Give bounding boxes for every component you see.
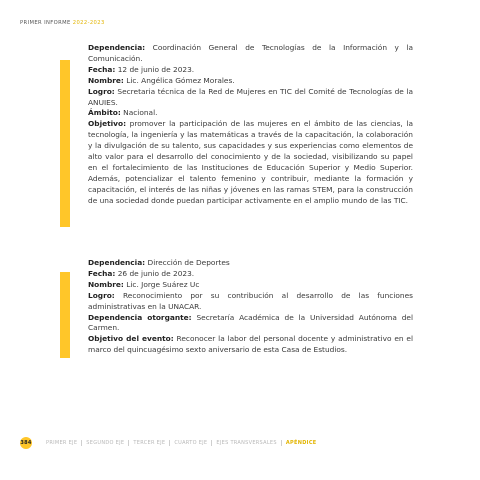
field-value: Nacional. — [123, 108, 158, 118]
field-value: Dirección de Deportes — [147, 258, 230, 267]
footer-nav-item[interactable]: TERCER EJE — [128, 440, 169, 446]
entry-block — [88, 258, 413, 356]
report-title: PRIMER INFORME — [20, 20, 71, 26]
field-value: Lic. Jorge Suárez Uc — [126, 279, 200, 289]
entry-field — [88, 280, 413, 291]
entry-accent-bar — [60, 272, 70, 358]
entry-field — [88, 258, 413, 269]
page-number-badge: 384 — [20, 437, 32, 449]
page-header — [20, 20, 105, 26]
entry-field — [88, 76, 413, 87]
field-value: 12 de junio de 2023. — [117, 64, 195, 74]
entry-field — [88, 119, 413, 206]
entry-field — [88, 269, 413, 280]
field-value: Secretaría Académica de la Universidad Autónoma del Carmen. — [88, 312, 413, 333]
entry-field — [88, 65, 413, 76]
footer-nav-item[interactable]: EJES TRANSVERSALES — [211, 440, 280, 446]
field-value: Reconocer la labor del personal docente y administrativo en el marco del quincuagésimo sexto aniversario de esta Casa de Estudios. — [88, 334, 413, 355]
field-label: Nombre: — [88, 279, 124, 289]
entry-field — [88, 313, 413, 335]
field-label: Logro: — [88, 86, 115, 96]
field-value: Secretaria técnica de la Red de Mujeres en TIC del Comité de Tecnologías de la ANUIES. — [88, 86, 413, 107]
entry-field — [88, 291, 413, 313]
entry-block — [88, 43, 413, 207]
entry-field — [88, 334, 413, 356]
entry-field — [88, 108, 413, 119]
field-value: Lic. Angélica Gómez Morales. — [126, 75, 235, 85]
field-value: promover la participación de las mujeres en el ámbito de las ciencias, la tecnología, la ingeniería y las matemáticas a través de la capacitación, la colaboración y la divulgación de su talento, sus capacidades y sus experiencias como elementos de alto valor para el desarrollo del conocimiento y de la sociedad, visibilizando su papel en el fortalecimiento de las Instituciones de Educación Superior y Medio Superior. Además, potencializar el talento femenino y contribuir, mediante la formación y capacitación, el interés de las niñas y jóvenes en las ramas STEM, para la construcción de una sociedad donde puedan participar activamente en el amplio mundo de las TIC. — [88, 119, 413, 205]
entry-field — [88, 43, 413, 65]
field-label: Ámbito: — [88, 108, 121, 118]
entry-field — [88, 87, 413, 109]
field-value: 26 de junio de 2023. — [117, 268, 195, 278]
field-label: Dependencia otorgante: — [88, 312, 192, 322]
footer-nav-item[interactable]: SEGUNDO EJE — [81, 440, 128, 446]
footer-nav-item[interactable]: PRIMER EJE — [46, 440, 78, 446]
field-value: Coordinación General de Tecnologías de la Información y la Comunicación. — [88, 43, 413, 63]
entry-accent-bar — [60, 60, 70, 227]
footer-nav — [20, 437, 321, 449]
field-value: Reconocimiento por su contribución al desarrollo de las funciones administrativas en la UNACAR. — [88, 290, 413, 311]
footer-nav-item[interactable]: CUARTO EJE — [169, 440, 211, 446]
footer-nav-item[interactable]: APÉNDICE — [281, 440, 321, 446]
field-label: Nombre: — [88, 75, 124, 85]
footer-items — [46, 440, 321, 446]
field-label: Objetivo: — [88, 119, 127, 129]
field-label: Logro: — [88, 290, 115, 300]
field-label: Dependencia: — [88, 258, 146, 267]
field-label: Dependencia: — [88, 43, 146, 52]
field-label: Fecha: — [88, 64, 116, 74]
report-year: 2022-2023 — [72, 20, 105, 26]
field-label: Objetivo del evento: — [88, 334, 174, 344]
field-label: Fecha: — [88, 268, 116, 278]
